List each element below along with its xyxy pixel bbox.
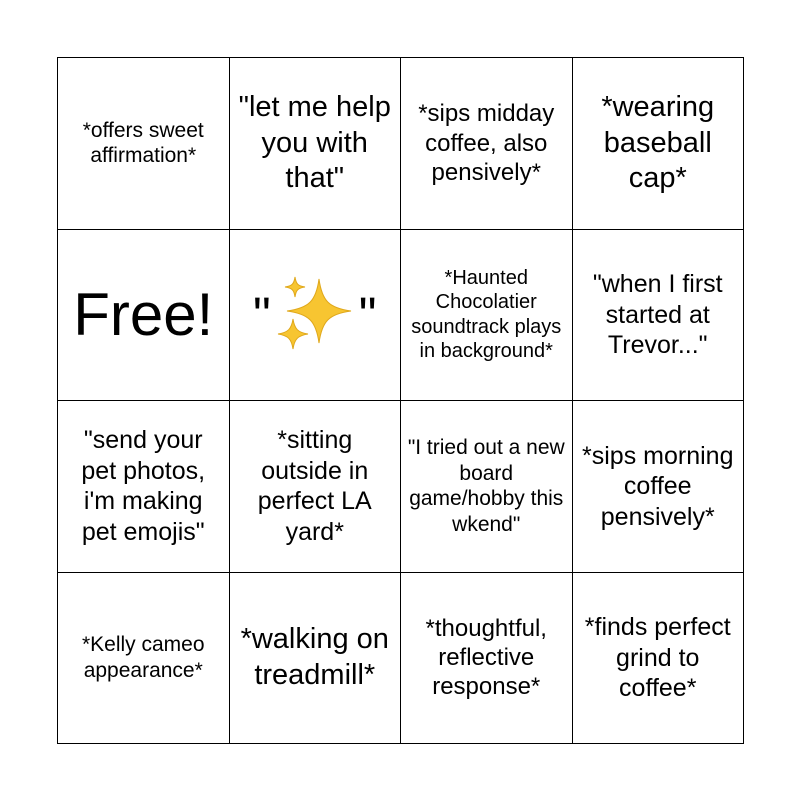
bingo-cell[interactable]: *finds perfect grind to coffee* xyxy=(572,572,744,744)
bingo-board xyxy=(57,57,744,744)
open-quote: " xyxy=(253,286,271,343)
sparkle-cell[interactable] xyxy=(229,229,401,401)
bingo-row xyxy=(58,401,744,573)
free-space-cell[interactable]: Free! xyxy=(58,229,230,401)
bingo-row xyxy=(58,58,744,230)
bingo-cell[interactable]: "let me help you with that" xyxy=(229,58,401,230)
sparkles-icon xyxy=(273,273,357,357)
bingo-cell[interactable]: "I tried out a new board game/hobby this wkend" xyxy=(401,401,573,573)
sparkle-quote-group xyxy=(253,273,377,357)
bingo-cell[interactable]: *offers sweet affirmation* xyxy=(58,58,230,230)
close-quote: " xyxy=(358,286,377,343)
bingo-cell[interactable]: *thoughtful, reflective response* xyxy=(401,572,573,744)
bingo-cell[interactable]: *Haunted Chocolatier soundtrack plays in background* xyxy=(401,229,573,401)
bingo-cell[interactable]: *Kelly cameo appearance* xyxy=(58,572,230,744)
bingo-cell[interactable]: *walking on treadmill* xyxy=(229,572,401,744)
bingo-row xyxy=(58,572,744,744)
bingo-cell[interactable]: "when I first started at Trevor..." xyxy=(572,229,744,401)
bingo-row xyxy=(58,229,744,401)
bingo-cell[interactable]: *sitting outside in perfect LA yard* xyxy=(229,401,401,573)
bingo-cell[interactable]: *sips morning coffee pensively* xyxy=(572,401,744,573)
bingo-cell[interactable]: *sips midday coffee, also pensively* xyxy=(401,58,573,230)
bingo-cell[interactable]: "send your pet photos, i'm making pet emojis" xyxy=(58,401,230,573)
bingo-cell[interactable]: *wearing baseball cap* xyxy=(572,58,744,230)
